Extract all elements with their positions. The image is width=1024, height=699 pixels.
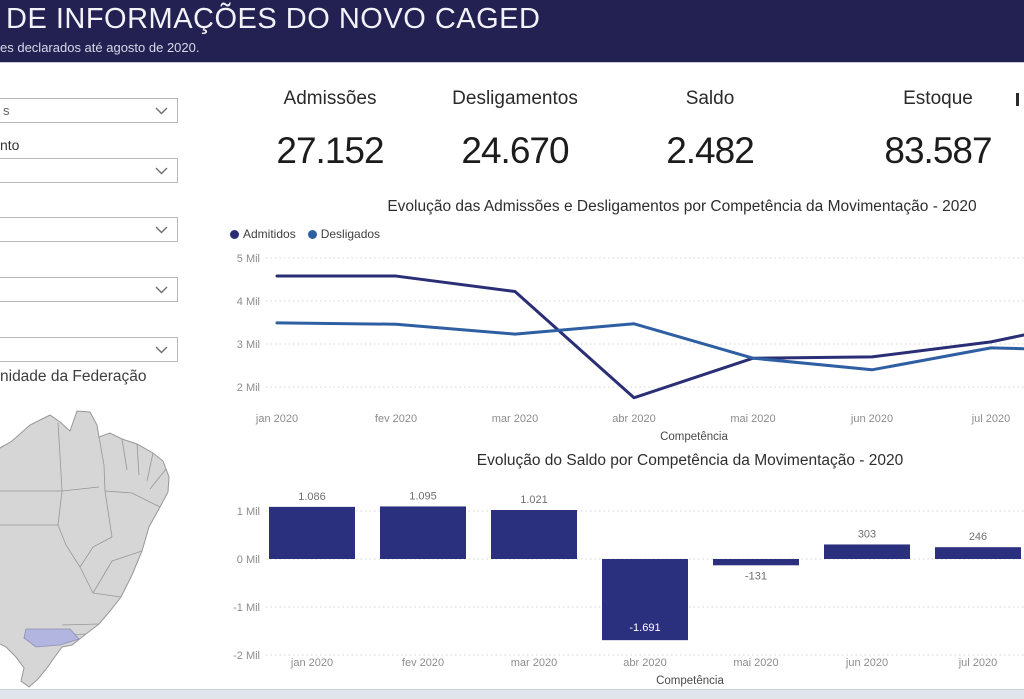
svg-text:jan 2020: jan 2020 (290, 657, 334, 669)
chart-legend (230, 227, 380, 241)
chevron-down-icon (155, 167, 168, 175)
kpi-value: 2.482 (666, 130, 754, 171)
filter-dropdown-5[interactable] (0, 337, 178, 362)
chevron-down-icon (155, 107, 168, 115)
line-series-desligados[interactable] (277, 323, 1024, 370)
chevron-down-icon (155, 286, 168, 294)
line-chart-title: Evolução das Admissões e Desligamentos por Competência da Movimentação - 2020 (387, 198, 977, 215)
svg-text:Competência: Competência (656, 675, 724, 687)
brazil-map[interactable] (0, 395, 230, 695)
clipped-kpi-fragment (1016, 93, 1019, 106)
svg-text:2 Mil: 2 Mil (236, 382, 260, 394)
svg-text:-131: -131 (744, 570, 768, 583)
kpi-label: Admissões (283, 88, 377, 109)
kpi-value: 83.587 (884, 130, 992, 171)
kpi-label: Saldo (685, 88, 735, 109)
kpi-value: 24.670 (461, 130, 569, 171)
legend-dot-icon (308, 230, 317, 239)
chevron-down-icon (155, 346, 168, 354)
svg-text:fev 2020: fev 2020 (401, 657, 445, 669)
svg-text:1.095: 1.095 (409, 490, 437, 503)
filter-label-2: nto (0, 137, 20, 153)
svg-text:-1.691: -1.691 (629, 622, 661, 635)
filter-dropdown-2[interactable] (0, 158, 178, 183)
svg-text:jun 2020: jun 2020 (850, 413, 894, 425)
line-chart[interactable] (230, 196, 1024, 446)
kpi-admissoes (230, 88, 430, 172)
svg-text:0 Mil: 0 Mil (236, 554, 260, 566)
svg-text:246: 246 (968, 531, 988, 544)
bar-fev-2020[interactable] (380, 506, 466, 559)
legend-item-desligados[interactable] (308, 227, 380, 241)
legend-label: Desligados (320, 227, 381, 241)
kpi-estoque (838, 88, 1024, 172)
bar-jun-2020[interactable] (824, 544, 910, 559)
legend-item-admitidos[interactable] (230, 227, 296, 241)
bar-jan-2020[interactable] (269, 507, 355, 559)
filter-dropdown-3[interactable] (0, 217, 178, 242)
svg-text:1.086: 1.086 (298, 490, 326, 503)
bar-mai-2020[interactable] (713, 559, 799, 565)
kpi-desligamentos (415, 88, 615, 172)
svg-text:jan 2020: jan 2020 (255, 413, 299, 425)
svg-text:mar 2020: mar 2020 (491, 413, 539, 425)
kpi-label: Estoque (903, 88, 973, 109)
svg-text:303: 303 (857, 528, 877, 541)
kpi-value: 27.152 (276, 130, 384, 171)
bar-chart-plot-area[interactable] (230, 450, 1024, 690)
bar-chart-title: Evolução do Saldo por Competência da Movimentação - 2020 (476, 452, 904, 469)
legend-dot-icon (230, 230, 239, 239)
svg-text:4 Mil: 4 Mil (236, 296, 260, 308)
bar-jul-2020[interactable] (935, 547, 1021, 559)
filter-dropdown-4[interactable] (0, 277, 178, 302)
line-chart-plot-area[interactable] (230, 251, 1024, 446)
kpi-saldo (610, 88, 810, 172)
svg-text:jun 2020: jun 2020 (845, 657, 889, 669)
svg-text:3 Mil: 3 Mil (236, 339, 260, 351)
svg-text:abr 2020: abr 2020 (612, 413, 656, 425)
bar-mar-2020[interactable] (491, 510, 577, 559)
page-subtitle: es declarados até agosto de 2020. (0, 40, 200, 55)
svg-text:-1 Mil: -1 Mil (233, 602, 260, 614)
chevron-down-icon (155, 226, 168, 234)
bar-chart[interactable] (230, 450, 1024, 690)
bottom-panel-edge (0, 689, 1024, 699)
svg-text:mai 2020: mai 2020 (733, 657, 779, 669)
svg-text:mai 2020: mai 2020 (730, 413, 776, 425)
brazil-outline[interactable] (0, 411, 169, 687)
svg-text:-2 Mil: -2 Mil (233, 650, 260, 662)
page-title: DE INFORMAÇÕES DO NOVO CAGED (6, 3, 541, 35)
map-title: nidade da Federação (0, 368, 147, 385)
filter-dropdown-1-value: s (3, 103, 10, 118)
legend-label: Admitidos (243, 227, 296, 241)
svg-text:jul 2020: jul 2020 (958, 657, 998, 669)
filter-dropdown-1[interactable] (0, 98, 178, 123)
svg-text:Competência: Competência (660, 431, 728, 443)
svg-text:jul 2020: jul 2020 (971, 413, 1011, 425)
svg-text:fev 2020: fev 2020 (374, 413, 418, 425)
svg-text:1.021: 1.021 (520, 493, 548, 506)
svg-text:mar 2020: mar 2020 (510, 657, 558, 669)
svg-text:abr 2020: abr 2020 (623, 657, 667, 669)
kpi-label: Desligamentos (452, 88, 578, 109)
header (0, 0, 1024, 63)
svg-text:5 Mil: 5 Mil (236, 253, 260, 265)
line-series-admitidos[interactable] (277, 276, 1024, 398)
svg-text:1 Mil: 1 Mil (236, 506, 260, 518)
